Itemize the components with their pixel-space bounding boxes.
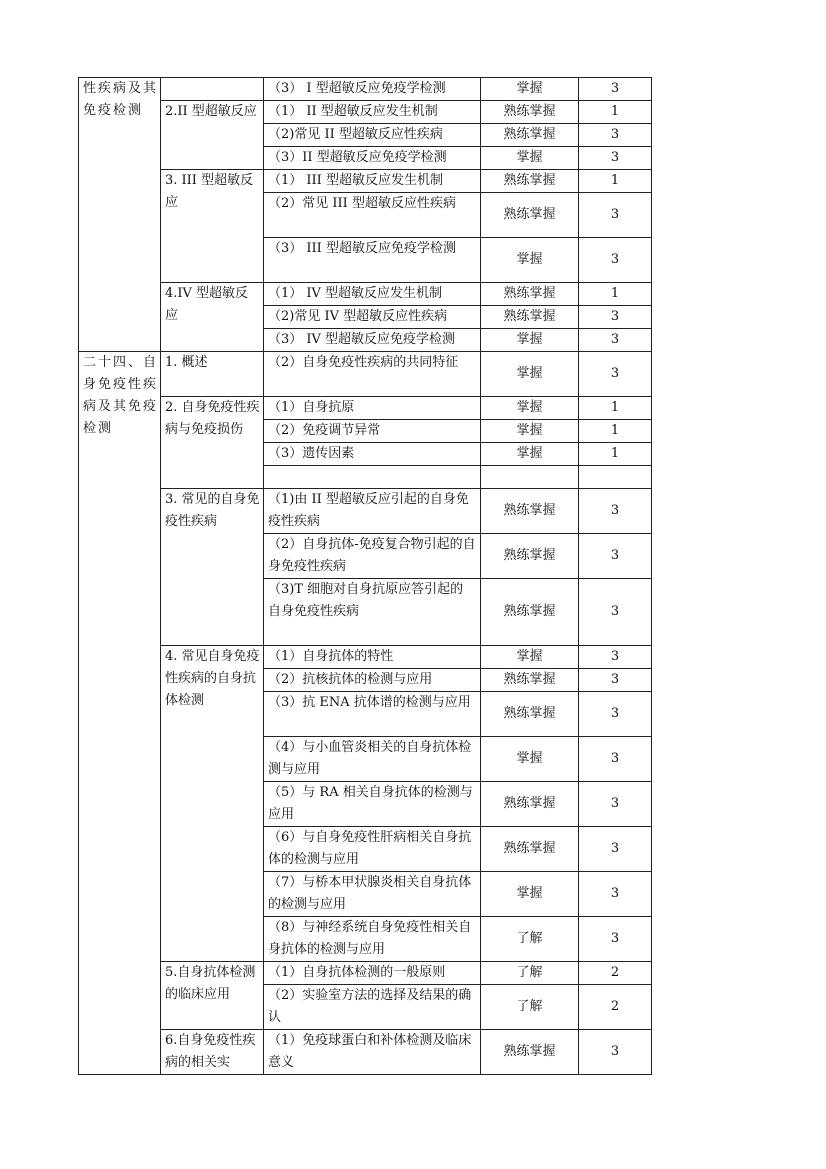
requirement-level-cell: 掌握 bbox=[481, 352, 579, 397]
class-hours-cell: 3 bbox=[579, 147, 652, 170]
topic-title-cell: 1. 概述 bbox=[161, 352, 264, 397]
table-row bbox=[79, 352, 652, 397]
content-detail-cell: （3） I 型超敏反应免疫学检测 bbox=[264, 78, 481, 101]
topic-title-cell: 3. 常见的自身免疫性疾病 bbox=[161, 489, 264, 646]
class-hours-cell: 3 bbox=[579, 489, 652, 534]
content-detail-cell: （3)T 细胞对自身抗原应答引起的自身免疫性疾病 bbox=[264, 579, 481, 646]
requirement-level-cell: 熟练掌握 bbox=[481, 669, 579, 692]
content-detail-cell: （1）免疫球蛋白和补体检测及临床意义 bbox=[264, 1030, 481, 1075]
requirement-level-cell bbox=[481, 466, 579, 489]
content-detail-cell bbox=[264, 466, 481, 489]
class-hours-cell: 2 bbox=[579, 962, 652, 985]
content-detail-cell: （2）常见 III 型超敏反应性疾病 bbox=[264, 193, 481, 238]
requirement-level-cell: 掌握 bbox=[481, 443, 579, 466]
content-detail-cell: （7）与桥本甲状腺炎相关自身抗体的检测与应用 bbox=[264, 872, 481, 917]
content-detail-cell: （8）与神经系统自身免疫性相关自身抗体的检测与应用 bbox=[264, 917, 481, 962]
content-detail-cell: （1)由 II 型超敏反应引起的自身免疫性疾病 bbox=[264, 489, 481, 534]
class-hours-cell: 3 bbox=[579, 1030, 652, 1075]
class-hours-cell: 3 bbox=[579, 306, 652, 329]
content-detail-cell: （3） III 型超敏反应免疫学检测 bbox=[264, 238, 481, 283]
content-detail-cell: （1）自身抗体的特性 bbox=[264, 646, 481, 669]
requirement-level-cell: 了解 bbox=[481, 985, 579, 1030]
topic-title-cell: 4.IV 型超敏反应 bbox=[161, 283, 264, 352]
content-detail-cell: （1） IV 型超敏反应发生机制 bbox=[264, 283, 481, 306]
topic-title-cell bbox=[161, 78, 264, 101]
table-row bbox=[79, 170, 652, 193]
class-hours-cell bbox=[579, 466, 652, 489]
table-row bbox=[79, 489, 652, 534]
class-hours-cell: 2 bbox=[579, 985, 652, 1030]
requirement-level-cell: 熟练掌握 bbox=[481, 827, 579, 872]
topic-title-cell: 6.自身免疫性疾病的相关实 bbox=[161, 1030, 264, 1075]
class-hours-cell: 3 bbox=[579, 737, 652, 782]
requirement-level-cell: 熟练掌握 bbox=[481, 579, 579, 646]
class-hours-cell: 3 bbox=[579, 78, 652, 101]
requirement-level-cell: 熟练掌握 bbox=[481, 782, 579, 827]
table-row bbox=[79, 101, 652, 124]
content-detail-cell: （2）免疫调节异常 bbox=[264, 420, 481, 443]
requirement-level-cell: 掌握 bbox=[481, 397, 579, 420]
unit-title-cell: 二十四、自身免疫性疾病及其免疫检测 bbox=[79, 352, 161, 1075]
table-row bbox=[79, 962, 652, 985]
topic-title-cell: 5.自身抗体检测的临床应用 bbox=[161, 962, 264, 1030]
class-hours-cell: 3 bbox=[579, 124, 652, 147]
content-detail-cell: （3）遗传因素 bbox=[264, 443, 481, 466]
unit-title-cell: 性疾病及其免疫检测 bbox=[79, 78, 161, 352]
table-row bbox=[79, 397, 652, 420]
topic-title-cell: 4. 常见自身免疫性疾病的自身抗体检测 bbox=[161, 646, 264, 962]
requirement-level-cell: 熟练掌握 bbox=[481, 1030, 579, 1075]
requirement-level-cell: 掌握 bbox=[481, 78, 579, 101]
requirement-level-cell: 了解 bbox=[481, 917, 579, 962]
class-hours-cell: 1 bbox=[579, 283, 652, 306]
requirement-level-cell: 掌握 bbox=[481, 646, 579, 669]
class-hours-cell: 3 bbox=[579, 238, 652, 283]
class-hours-cell: 3 bbox=[579, 782, 652, 827]
content-detail-cell: （1）自身抗原 bbox=[264, 397, 481, 420]
requirement-level-cell: 掌握 bbox=[481, 420, 579, 443]
requirement-level-cell: 掌握 bbox=[481, 147, 579, 170]
class-hours-cell: 1 bbox=[579, 101, 652, 124]
requirement-level-cell: 熟练掌握 bbox=[481, 193, 579, 238]
content-detail-cell: （1） III 型超敏反应发生机制 bbox=[264, 170, 481, 193]
content-detail-cell: （2）实验室方法的选择及结果的确认 bbox=[264, 985, 481, 1030]
class-hours-cell: 3 bbox=[579, 579, 652, 646]
content-detail-cell: （1）自身抗体检测的一般原则 bbox=[264, 962, 481, 985]
table-row bbox=[79, 283, 652, 306]
table-row bbox=[79, 78, 652, 101]
requirement-level-cell: 熟练掌握 bbox=[481, 534, 579, 579]
requirement-level-cell: 掌握 bbox=[481, 737, 579, 782]
content-detail-cell: （2)常见 II 型超敏反应性疾病 bbox=[264, 124, 481, 147]
requirement-level-cell: 熟练掌握 bbox=[481, 170, 579, 193]
content-detail-cell: （2）自身免疫性疾病的共同特征 bbox=[264, 352, 481, 397]
content-detail-cell: （4）与小血管炎相关的自身抗体检测与应用 bbox=[264, 737, 481, 782]
syllabus-table bbox=[78, 77, 652, 1075]
requirement-level-cell: 熟练掌握 bbox=[481, 489, 579, 534]
requirement-level-cell: 熟练掌握 bbox=[481, 101, 579, 124]
table-row bbox=[79, 1030, 652, 1075]
class-hours-cell: 1 bbox=[579, 443, 652, 466]
requirement-level-cell: 掌握 bbox=[481, 872, 579, 917]
content-detail-cell: （3）抗 ENA 抗体谱的检测与应用 bbox=[264, 692, 481, 737]
class-hours-cell: 3 bbox=[579, 669, 652, 692]
requirement-level-cell: 熟练掌握 bbox=[481, 306, 579, 329]
topic-title-cell: 2.II 型超敏反应 bbox=[161, 101, 264, 170]
class-hours-cell: 3 bbox=[579, 534, 652, 579]
requirement-level-cell: 掌握 bbox=[481, 238, 579, 283]
content-detail-cell: （6）与自身免疫性肝病相关自身抗体的检测与应用 bbox=[264, 827, 481, 872]
class-hours-cell: 3 bbox=[579, 646, 652, 669]
class-hours-cell: 1 bbox=[579, 170, 652, 193]
class-hours-cell: 3 bbox=[579, 917, 652, 962]
content-detail-cell: （2）抗核抗体的检测与应用 bbox=[264, 669, 481, 692]
content-detail-cell: （2）自身抗体-免疫复合物引起的自身免疫性疾病 bbox=[264, 534, 481, 579]
class-hours-cell: 1 bbox=[579, 420, 652, 443]
requirement-level-cell: 熟练掌握 bbox=[481, 124, 579, 147]
content-detail-cell: （2)常见 IV 型超敏反应性疾病 bbox=[264, 306, 481, 329]
content-detail-cell: （1） II 型超敏反应发生机制 bbox=[264, 101, 481, 124]
requirement-level-cell: 熟练掌握 bbox=[481, 283, 579, 306]
table-row bbox=[79, 646, 652, 669]
class-hours-cell: 3 bbox=[579, 872, 652, 917]
content-detail-cell: （3）II 型超敏反应免疫学检测 bbox=[264, 147, 481, 170]
topic-title-cell: 2. 自身免疫性疾病与免疫损伤 bbox=[161, 397, 264, 489]
class-hours-cell: 3 bbox=[579, 827, 652, 872]
class-hours-cell: 1 bbox=[579, 397, 652, 420]
content-detail-cell: （3） IV 型超敏反应免疫学检测 bbox=[264, 329, 481, 352]
requirement-level-cell: 熟练掌握 bbox=[481, 692, 579, 737]
class-hours-cell: 3 bbox=[579, 352, 652, 397]
requirement-level-cell: 掌握 bbox=[481, 329, 579, 352]
requirement-level-cell: 了解 bbox=[481, 962, 579, 985]
class-hours-cell: 3 bbox=[579, 692, 652, 737]
content-detail-cell: （5）与 RA 相关自身抗体的检测与应用 bbox=[264, 782, 481, 827]
class-hours-cell: 3 bbox=[579, 329, 652, 352]
class-hours-cell: 3 bbox=[579, 193, 652, 238]
topic-title-cell: 3. III 型超敏反应 bbox=[161, 170, 264, 283]
